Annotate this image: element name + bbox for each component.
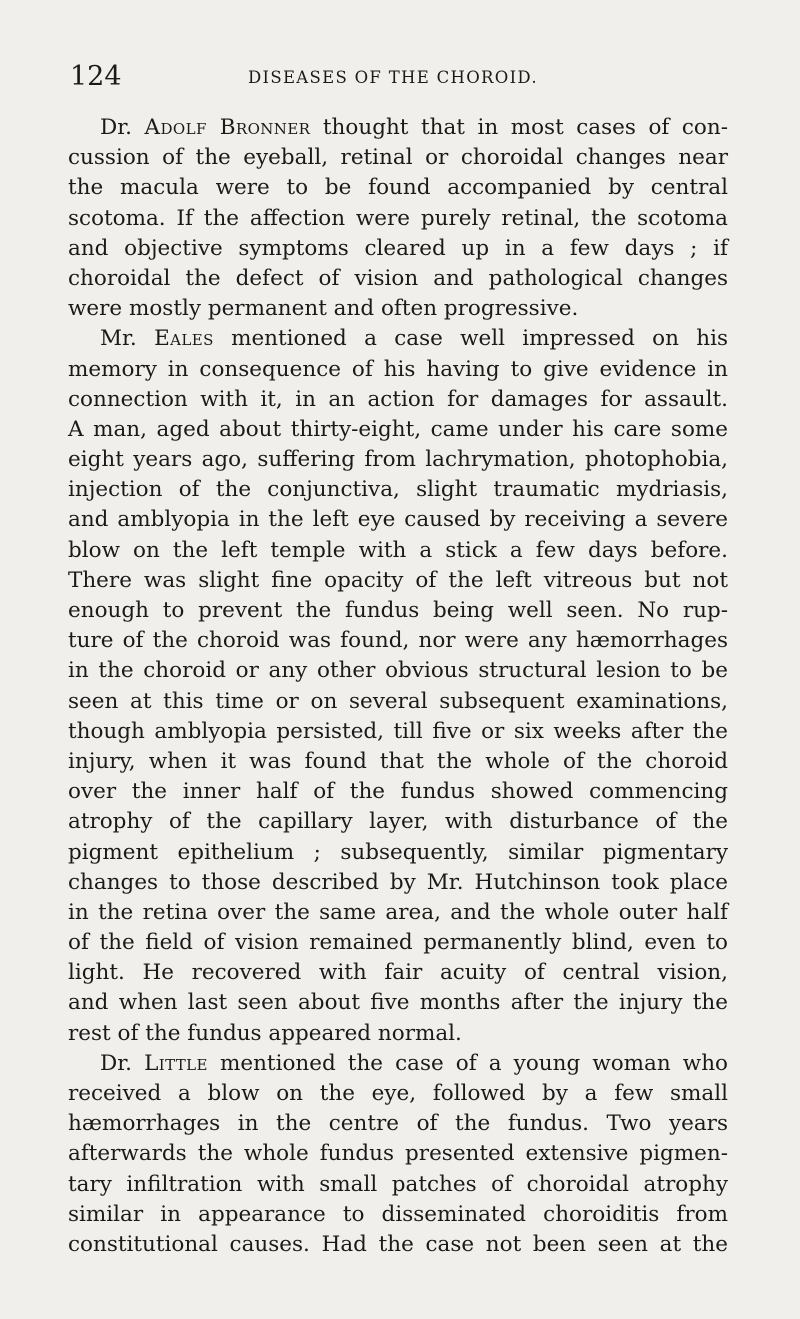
- text-line: the macula were to be found accompanied by central: [68, 175, 728, 201]
- text-line: atrophy of the capillary layer, with disturbance of the: [68, 809, 728, 835]
- text-line: constitutional causes. Had the case not been seen at the: [68, 1231, 728, 1257]
- text-line: ture of the choroid was found, nor were any hæmorrhages: [68, 628, 728, 654]
- text-line: afterwards the whole fundus presented extensive pigmen-: [68, 1141, 728, 1167]
- text-line: connection with it, in an action for damages for assault.: [68, 386, 728, 412]
- text-line: injury, when it was found that the whole of the choroid: [68, 748, 728, 774]
- body-text: [68, 113, 728, 1260]
- running-head: DISEASES OF THE CHOROID.: [248, 68, 538, 87]
- text-line: scotoma. If the affection were purely retinal, the scotoma: [68, 205, 728, 231]
- text-line: hæmorrhages in the centre of the fundus. Two years: [68, 1111, 728, 1137]
- text-line: pigment epithelium ; subsequently, similar pigmentary: [68, 839, 728, 865]
- page-number: 124: [70, 61, 122, 92]
- text-line: over the inner half of the fundus showed commencing: [68, 779, 728, 805]
- line-prefix: Dr.: [100, 1050, 145, 1076]
- text-line: in the choroid or any other obvious structural lesion to be: [68, 658, 728, 684]
- text-line: enough to prevent the fundus being well seen. No rup-: [68, 598, 728, 623]
- text-line: changes to those described by Mr. Hutchinson took place: [68, 869, 728, 895]
- text-line: choroidal the defect of vision and pathological changes: [68, 265, 728, 291]
- text-line: in the retina over the same area, and the whole outer half: [68, 899, 728, 925]
- text-line: and amblyopia in the left eye caused by receiving a severe: [68, 507, 728, 533]
- text-line: seen at this time or on several subsequent examinations,: [68, 688, 728, 714]
- line-prefix: Dr.: [100, 115, 145, 140]
- text-line: received a blow on the eye, followed by a few small: [68, 1081, 728, 1106]
- text-line: similar in appearance to disseminated choroiditis from: [68, 1201, 728, 1227]
- paragraph: [68, 1049, 728, 1260]
- text-line: were mostly permanent and often progressive.: [68, 296, 579, 322]
- speaker-name: Adolf Bronner: [144, 115, 311, 140]
- speaker-name: Little: [144, 1050, 208, 1076]
- text-line: and objective symptoms cleared up in a few days ; if: [68, 235, 728, 261]
- text-line: [68, 1049, 728, 1079]
- text-line: though amblyopia persisted, till five or six weeks after the: [68, 718, 728, 744]
- text-line: cussion of the eyeball, retinal or choroidal changes near: [68, 145, 728, 171]
- text-line: [68, 113, 728, 143]
- text-line: There was slight fine opacity of the left vitreous but not: [68, 567, 728, 593]
- text-line: rest of the fundus appeared normal.: [68, 1020, 462, 1046]
- text-line: memory in consequence of his having to give evidence in: [68, 356, 728, 382]
- text-line: [68, 324, 728, 354]
- line-remainder: mentioned the case of a young woman who: [207, 1050, 728, 1076]
- text-line: A man, aged about thirty-eight, came under his care some: [68, 416, 728, 442]
- text-line: light. He recovered with fair acuity of central vision,: [68, 960, 728, 986]
- paragraph: [68, 113, 728, 324]
- line-remainder: mentioned a case well impressed on his: [213, 326, 728, 352]
- text-line: blow on the left temple with a stick a few days before.: [68, 537, 728, 563]
- text-line: of the field of vision remained permanently blind, even to: [68, 930, 728, 956]
- text-line: and when last seen about five months after the injury the: [68, 990, 728, 1016]
- line-prefix: Mr.: [100, 326, 155, 352]
- paragraph: [68, 324, 728, 1049]
- speaker-name: Eales: [154, 326, 214, 352]
- page-header: [68, 62, 728, 92]
- line-remainder: thought that in most cases of con-: [310, 115, 728, 140]
- text-line: injection of the conjunctiva, slight traumatic mydriasis,: [68, 477, 728, 503]
- text-line: tary infiltration with small patches of choroidal atrophy: [68, 1171, 728, 1197]
- text-line: eight years ago, suffering from lachrymation, photophobia,: [68, 447, 728, 473]
